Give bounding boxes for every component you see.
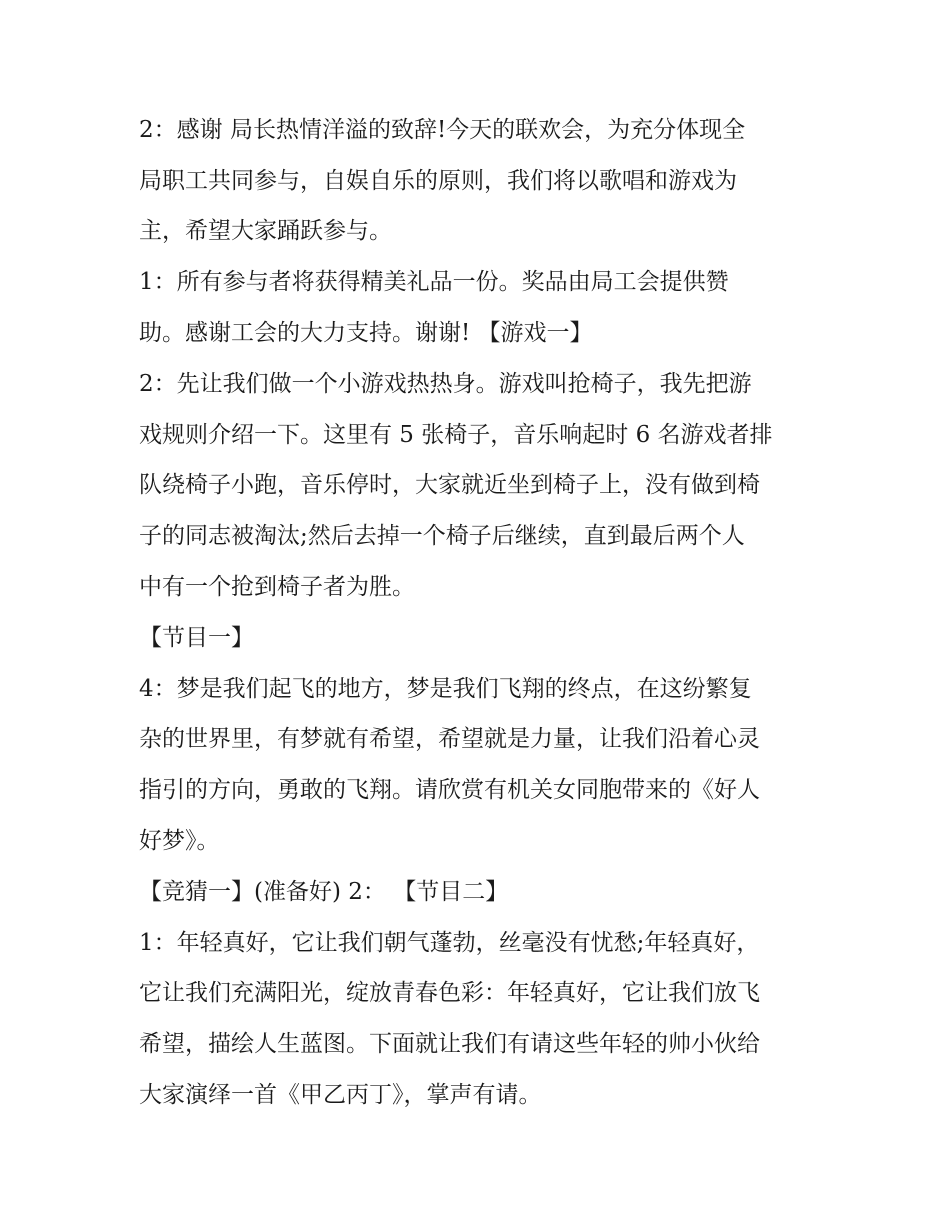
section-heading: 【节目一】 bbox=[139, 625, 254, 651]
text-line: 好梦》。 bbox=[139, 828, 220, 854]
text-line: 1：年轻真好，它让我们朝气蓬勃，丝毫没有忧愁;年轻真好， bbox=[139, 930, 760, 956]
text-line: 队绕椅子小跑，音乐停时，大家就近坐到椅子上，没有做到椅 bbox=[139, 472, 760, 498]
section-heading: 【竞猜一】(准备好) 2： 【节目二】 bbox=[139, 879, 509, 905]
text-line: 助。感谢工会的大力支持。谢谢! 【游戏一】 bbox=[139, 320, 593, 346]
text-line: 子的同志被淘汰;然后去掉一个椅子后继续，直到最后两个人 bbox=[139, 523, 745, 549]
text-line: 4：梦是我们起飞的地方，梦是我们飞翔的终点，在这纷繁复 bbox=[139, 676, 752, 702]
text-line: 杂的世界里，有梦就有希望，希望就是力量，让我们沿着心灵 bbox=[139, 726, 760, 752]
text-line: 局职工共同参与，自娱自乐的原则，我们将以歌唱和游戏为 bbox=[139, 168, 737, 194]
text-line: 指引的方向，勇敢的飞翔。请欣赏有机关女同胞带来的《好人 bbox=[139, 777, 760, 803]
text-line: 大家演绎一首《甲乙丙丁》，掌声有请。 bbox=[139, 1082, 542, 1108]
text-line: 中有一个抢到椅子者为胜。 bbox=[139, 574, 415, 600]
text-line: 2：先让我们做一个小游戏热热身。游戏叫抢椅子，我先把游 bbox=[139, 371, 752, 397]
text-line: 主，希望大家踊跃参与。 bbox=[139, 218, 392, 244]
text-line: 它让我们充满阳光，绽放青春色彩：年轻真好，它让我们放飞 bbox=[139, 980, 760, 1006]
text-line: 希望，描绘人生蓝图。下面就让我们有请这些年轻的帅小伙给 bbox=[139, 1031, 760, 1057]
text-line: 2：感谢 局长热情洋溢的致辞!今天的联欢会，为充分体现全 bbox=[139, 117, 746, 143]
text-line: 1：所有参与者将获得精美礼品一份。奖品由局工会提供赞 bbox=[139, 269, 729, 295]
text-line: 戏规则介绍一下。这里有 5 张椅子，音乐响起时 6 名游戏者排 bbox=[139, 422, 773, 448]
